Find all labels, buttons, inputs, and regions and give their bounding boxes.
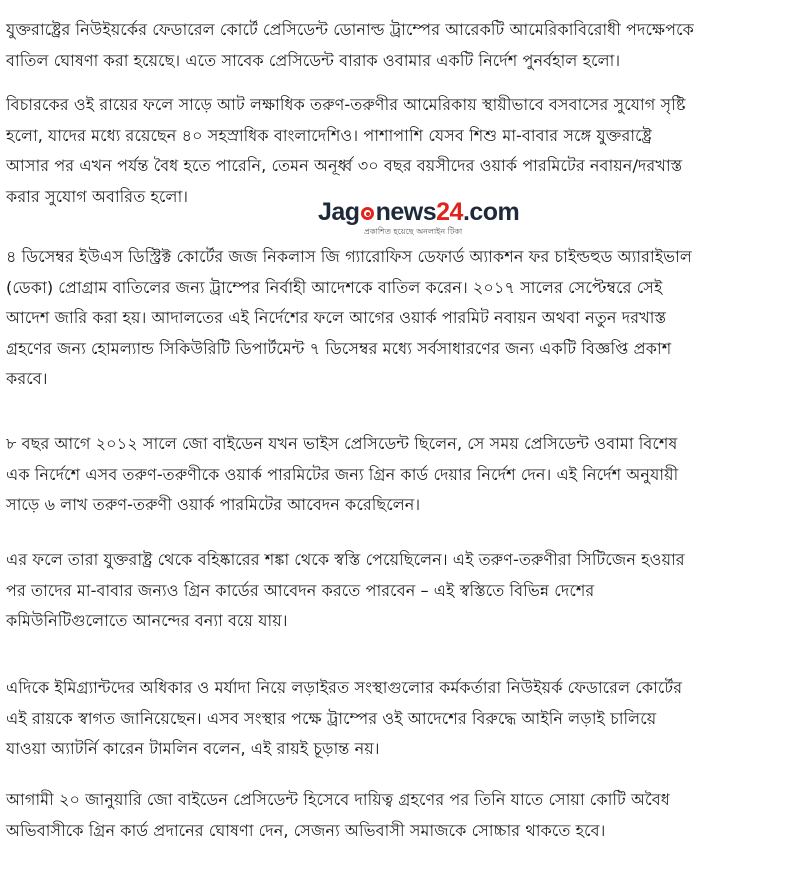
- article-paragraph-5: [6, 545, 784, 637]
- article-paragraph-7: [6, 785, 784, 846]
- text-line: এই রায়কে স্বাগত জানিয়েছেন। এসব সংস্থার পক্ষে ট্রাম্পের ওই আদেশের বিরুদ্ধে আইনি লড়াই চালিয়ে: [6, 708, 657, 728]
- text-line: পর তাদের মা-বাবার জন্যও গ্রিন কার্ডের আবেদন করতে পারবেন – এই স্বস্তিতে বিভিন্ন দেশের: [6, 580, 595, 600]
- text-line: করার সুযোগ অবারিত হলো।: [6, 186, 189, 206]
- logo-wordmark: [318, 198, 519, 227]
- logo-brand-number: 24: [436, 198, 463, 226]
- article-paragraph-3: [6, 242, 784, 395]
- text-line: এক নির্দেশে এসব তরুণ-তরুণীকে ওয়ার্ক পারমিটের জন্য গ্রিন কার্ড দেয়ার নির্দেশ দেন। এই নির্দেশ অনুযায়ী: [6, 464, 679, 484]
- article-paragraph-2: [6, 90, 784, 212]
- text-line: বিচারকের ওই রায়ের ফলে সাড়ে আট লক্ষাধিক তরুণ-তরুণীর আমেরিকায় স্থায়ীভাবে বসবাসের সুযোগ সৃষ্টি: [6, 95, 686, 114]
- text-line: এদিকে ইমিগ্র্যান্টদের অধিকার ও মর্যাদা নিয়ে লড়াইরত সংস্থাগুলোর কর্মকর্তারা নিউইয়র্ক ফেডারেল কোর্টের: [6, 678, 683, 697]
- text-line: আগামী ২০ জানুয়ারি জো বাইডেন প্রেসিডেন্ট হিসেবে দায়িত্ব গ্রহণের পর তিনি যাতে সোয়া কোটি অবৈধ: [6, 790, 670, 809]
- text-line: ৮ বছর আগে ২০১২ সালে জো বাইডেন যখন ভাইস প্রেসিডেন্ট ছিলেন, সে সময় প্রেসিডেন্ট ওবামা বিশেষ: [6, 434, 678, 453]
- article-paragraph-6: [6, 673, 784, 765]
- text-line: সাড়ে ৬ লাখ তরুণ-তরুণী ওয়ার্ক পারমিটের আবেদন করেছিলেন।: [6, 495, 421, 514]
- text-line: আসার পর এখন পর্যন্ত বৈধ হতে পারেনি, তেমন অনূর্ধ্ব ৩০ বছর বয়সীদের ওয়ার্ক পারমিটের নবায়ন/দরখাস্ত: [6, 156, 683, 175]
- logo-brand-c: .com: [462, 198, 520, 226]
- text-line: যুক্তরাষ্ট্রের নিউইয়র্কের ফেডারেল কোর্টে প্রেসিডেন্ট ডোনাল্ড ট্রাম্পের আরেকটি আমেরিকাবিরোধী পদক্ষেপকে: [6, 20, 694, 39]
- text-line: অভিবাসীকে গ্রিন কার্ড প্রদানের ঘোষণা দেন, সেজন্য অভিবাসী সমাজকে সোচ্চার থাকতে হবে।: [6, 820, 606, 840]
- text-line: ৪ ডিসেম্বর ইউএস ডিস্ট্রিক্ট কোর্টের জজ নিকলাস জি গ্যারোফিস ডেফার্ড অ্যাকশন ফর চাইল্ডহুড অ্যারাইভাল: [6, 247, 692, 266]
- logo-brand-b: news: [375, 198, 437, 226]
- text-line: আদেশ জারি করা হয়। আদালতের এই নির্দেশের ফলে আগের ওয়ার্ক পারমিট নবায়ন অথবা নতুন দরখাস্ত: [6, 308, 667, 327]
- text-line: করবে।: [6, 369, 48, 388]
- text-line: হলো, যাদের মধ্যে রয়েছেন ৪০ সহস্রাধিক বাংলাদেশিও। পাশাপাশি যেসব শিশু মা-বাবার সঙ্গে যুক্তরাষ্ট্রে: [6, 125, 652, 145]
- text-line: কমিউনিটিগুলোতে আনন্দের বন্যা বয়ে যায়।: [6, 611, 288, 630]
- logo-brand-a: Jag: [318, 198, 360, 226]
- text-line: যাওয়া অ্যাটর্নি কারেন টামলিন বলেন, এই রায়ই চূড়ান্ত নয়।: [6, 739, 380, 758]
- text-line: (ডেকা) প্রোগ্রাম বাতিলের জন্য ট্রাম্পের নির্বাহী আদেশকে বাতিল করেন। ২০১৭ সালের সেপ্টেম্বরে সেই: [6, 277, 663, 297]
- logo-o-icon: [360, 198, 376, 227]
- article-paragraph-1: [6, 15, 784, 76]
- logo-tagline: প্রকাশিত হয়েছে অনলাইন টিকা: [364, 227, 463, 236]
- text-line: গ্রহণের জন্য হোমল্যান্ড সিকিউরিটি ডিপার্টমেন্ট ৭ ডিসেম্বর মধ্যে সর্বসাধারণের জন্য একটি বিজ্ঞপ্তি প্রকাশ: [6, 338, 672, 358]
- text-line: এর ফলে তারা যুক্তরাষ্ট্র থেকে বহিষ্কারের শঙ্কা থেকে স্বস্তি পেয়েছিলেন। এই তরুণ-তরুণীরা সিটিজেন হওয়ার: [6, 550, 685, 569]
- text-line: বাতিল ঘোষণা করা হয়েছে। এতে সাবেক প্রেসিডেন্ট বারাক ওবামার একটি নির্দেশ পুনর্বহাল হলো।: [6, 50, 621, 70]
- jagonews24-logo: [318, 198, 520, 238]
- article-paragraph-4: [6, 429, 784, 521]
